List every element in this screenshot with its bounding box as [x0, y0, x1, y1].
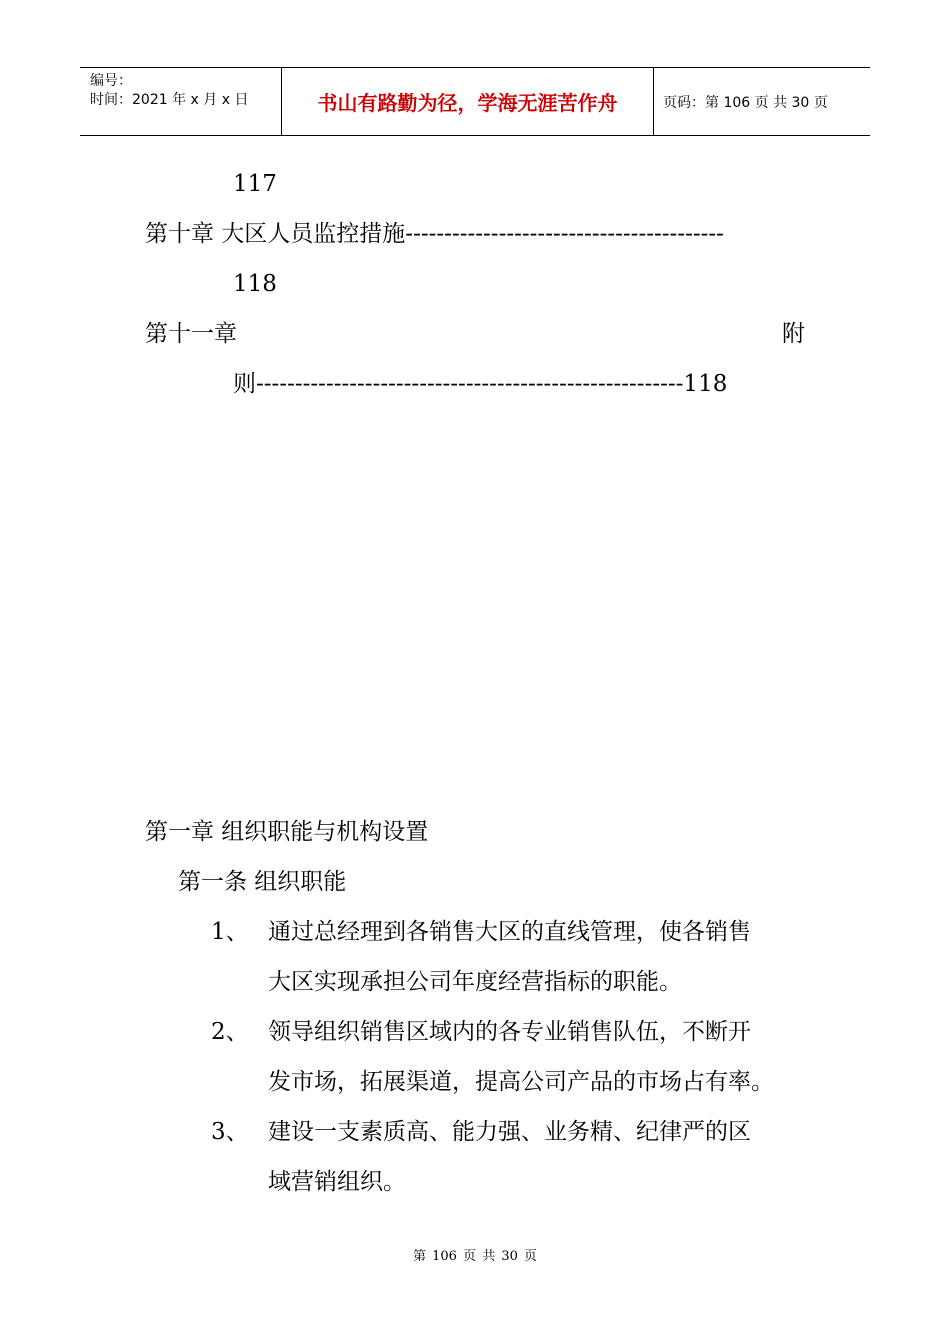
- item-text: 建设一支素质高、能力强、业务精、纪律严的区: [268, 1119, 751, 1145]
- page-footer: 第 106 页 共 30 页: [412, 1249, 538, 1264]
- header-motto: 书山有路勤为径，学海无涯苦作舟: [282, 68, 654, 135]
- toc-chapter-11-suffix: 附: [782, 321, 805, 347]
- item-text: 大区实现承担公司年度经营指标的职能。: [268, 969, 682, 995]
- item-text: 通过总经理到各销售大区的直线管理，使各销售: [268, 919, 751, 945]
- chapter-title: 第一章 组织职能与机构设置: [145, 819, 429, 845]
- item-number: 3、: [211, 1119, 249, 1145]
- item-number: 2、: [211, 1019, 249, 1045]
- item-text: 领导组织销售区域内的各专业销售队伍，不断开: [268, 1019, 751, 1045]
- header-time-label: 时间：2021 年 x 月 x 日: [90, 92, 249, 108]
- document-header: [80, 67, 870, 136]
- item-text: 域营销组织。: [268, 1169, 406, 1195]
- toc-chapter-11-page: 则-------------------------------------------------------118: [233, 371, 728, 397]
- article-title: 第一条 组织职能: [178, 869, 347, 895]
- item-text: 发市场，拓展渠道，提高公司产品的市场占有率。: [268, 1069, 774, 1095]
- item-number: 1、: [211, 919, 249, 945]
- header-page-info: 页码：第 106 页 共 30 页: [663, 94, 828, 111]
- toc-chapter-11: 第十一章: [145, 321, 237, 347]
- header-number-label: 编号：: [90, 73, 132, 89]
- header-meta-cell: [80, 68, 282, 135]
- toc-page-118: 118: [233, 271, 277, 297]
- toc-chapter-10: 第十章 大区人员监控措施-----------------------------------------: [145, 221, 724, 247]
- toc-page-117: 117: [233, 171, 277, 197]
